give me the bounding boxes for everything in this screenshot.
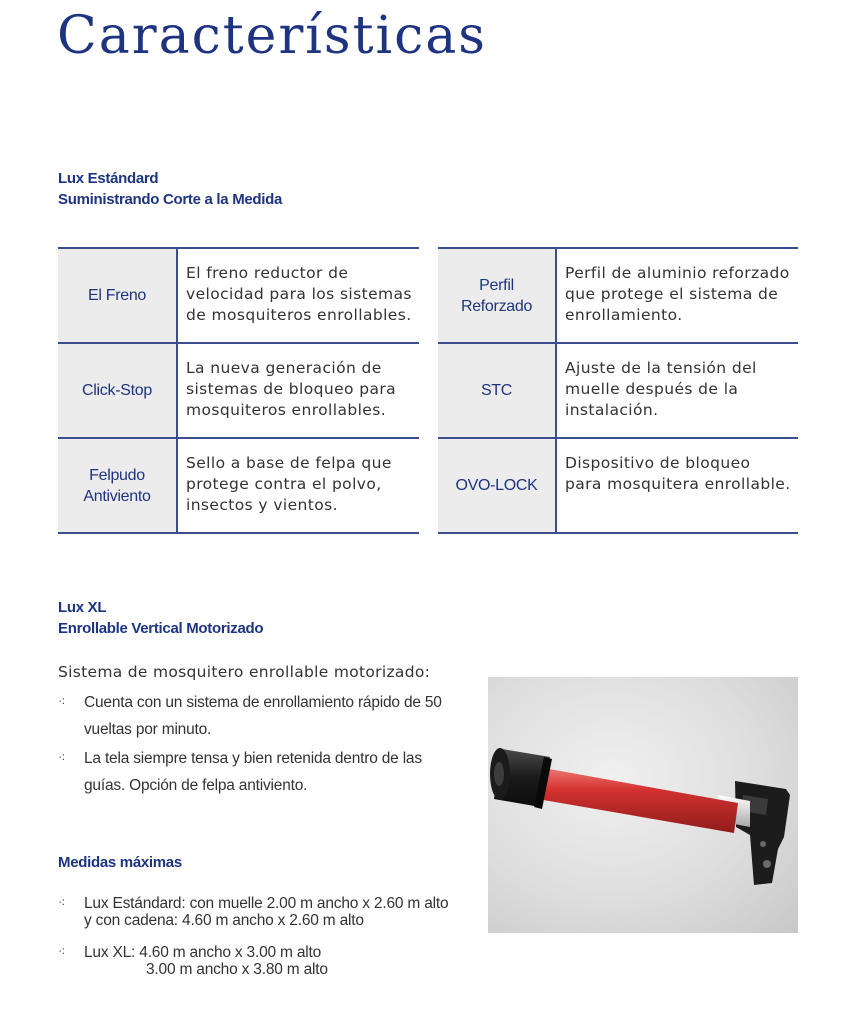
feature-description: Dispositivo de bloqueo para mosquitera enrollable. [565, 454, 791, 493]
list-item [58, 895, 518, 929]
feature-description: Perfil de aluminio reforzado que protege el sistema de enrollamiento. [565, 264, 790, 324]
feature-name: Felpudo Antiviento [58, 438, 177, 533]
list-item [58, 689, 458, 743]
section-heading-medidas [58, 852, 182, 873]
feature-description: La nueva generación de sistemas de bloqueo para mosquiteros enrollables. [186, 359, 397, 419]
list-item [58, 745, 458, 799]
list-item-text: 3.00 m ancho x 3.80 m alto [146, 961, 328, 978]
bullet-dots-icon: ⁖ [58, 751, 66, 766]
features-table-left [58, 247, 419, 534]
list-item-text: Lux Estándard: con muelle 2.00 m ancho x 2.60 m alto [84, 895, 449, 912]
lux-xl-bullet-list [58, 689, 458, 801]
section-heading-lux-estandard [58, 168, 282, 210]
feature-row [58, 343, 419, 438]
lux-xl-intro: Sistema de mosquitero enrollable motorizado: [58, 663, 431, 681]
heading-line: Lux Estándard [58, 170, 159, 187]
feature-name: El Freno [58, 248, 177, 343]
feature-row [438, 438, 798, 533]
heading-line: Enrollable Vertical Motorizado [58, 620, 264, 637]
feature-row [438, 343, 798, 438]
feature-description: Ajuste de la tensión del muelle después de la instalación. [565, 359, 757, 419]
bullet-dots-icon: ⁖ [58, 896, 66, 911]
medidas-list [58, 895, 518, 993]
page-title: Características [57, 6, 487, 66]
section-heading-lux-xl [58, 597, 263, 639]
feature-description: El freno reductor de velocidad para los sistemas de mosquiteros enrollables. [186, 264, 412, 324]
bullet-dots-icon: ⁖ [58, 945, 66, 960]
feature-name: Click-Stop [58, 343, 177, 438]
list-item-text: Cuenta con un sistema de enrollamiento rápido de 50 vueltas por minuto. [84, 694, 442, 738]
feature-row [438, 248, 798, 343]
bullet-dots-icon: ⁖ [58, 695, 66, 710]
heading-line: Medidas máximas [58, 854, 182, 871]
list-item-text: Lux XL: 4.60 m ancho x 3.00 m alto [84, 944, 322, 961]
heading-line: Suministrando Corte a la Medida [58, 191, 283, 208]
list-item-text: y con cadena: 4.60 m ancho x 2.60 m alto [84, 912, 364, 929]
features-table-right [438, 247, 798, 534]
tubular-motor-icon [488, 677, 798, 933]
tubular-motor-image [488, 677, 798, 933]
feature-description: Sello a base de felpa que protege contra el polvo, insectos y vientos. [186, 454, 392, 514]
list-item-text: La tela siempre tensa y bien retenida dentro de las guías. Opción de felpa antiviento. [84, 750, 422, 794]
feature-name: STC [438, 343, 556, 438]
feature-row [58, 438, 419, 533]
feature-row [58, 248, 419, 343]
feature-name: Perfil Reforzado [438, 248, 556, 343]
feature-name: OVO-LOCK [438, 438, 556, 533]
heading-line: Lux XL [58, 599, 107, 616]
list-item [58, 944, 518, 978]
